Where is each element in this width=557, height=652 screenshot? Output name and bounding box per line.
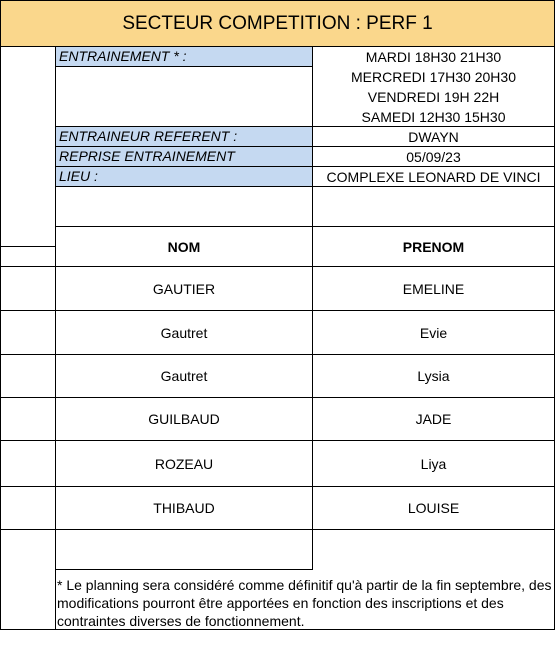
- grid-line: [55, 47, 56, 630]
- grid-line: [0, 486, 555, 487]
- lieu-value: COMPLEXE LEONARD DE VINCI: [326, 169, 541, 185]
- schedule-friday: VENDREDI 19H 22H: [367, 89, 500, 105]
- grid-line: [554, 47, 555, 630]
- grid-line: [0, 246, 56, 247]
- reprise-value: 05/09/23: [406, 149, 461, 165]
- grid-line: [56, 226, 555, 227]
- grid-line: [0, 47, 1, 630]
- row-5-nom: ROZEAU: [154, 455, 214, 472]
- row-5-prenom: Liya: [420, 455, 447, 472]
- reprise-label: REPRISE ENTRAINEMENT: [56, 147, 312, 166]
- entraineur-label: ENTRAINEUR REFERENT :: [56, 127, 312, 146]
- schedule-saturday: SAMEDI 12H30 15H30: [361, 109, 506, 125]
- row-2-prenom: Evie: [419, 324, 448, 341]
- entrainement-label: ENTRAINEMENT * :: [56, 47, 312, 66]
- grid-line: [56, 146, 555, 147]
- row-4-prenom: JADE: [415, 411, 452, 427]
- grid-line: [0, 354, 555, 355]
- row-6-nom: THIBAUD: [153, 500, 215, 516]
- grid-line: [0, 266, 555, 267]
- lieu-label: LIEU :: [56, 167, 312, 186]
- grid-line: [0, 629, 555, 630]
- grid-line: [0, 397, 555, 398]
- entraineur-value: DWAYN: [408, 129, 459, 145]
- row-3-nom: Gautret: [160, 368, 208, 384]
- row-4-nom: GUILBAUD: [148, 411, 220, 427]
- schedule-tuesday: MARDI 18H30 21H30: [365, 49, 502, 65]
- row-1-prenom: EMELINE: [402, 280, 465, 297]
- grid-line: [56, 569, 313, 570]
- grid-line: [56, 126, 555, 127]
- row-1-nom: GAUTIER: [152, 280, 216, 297]
- grid-line: [0, 310, 555, 311]
- grid-line: [0, 440, 555, 441]
- header-prenom: PRENOM: [402, 238, 465, 255]
- grid-line: [56, 166, 555, 167]
- grid-line: [0, 529, 555, 530]
- header-nom: NOM: [167, 238, 201, 255]
- row-3-prenom: Lysia: [417, 368, 450, 384]
- footnote: * Le planning sera considéré comme définitif qu'à partir de la fin septembre, des modifications pourront être apportées en fonction des inscriptions et des contraintes diverses de fonctionnement.: [57, 577, 552, 629]
- row-2-nom: Gautret: [160, 324, 208, 341]
- row-6-prenom: LOUISE: [407, 500, 460, 516]
- grid-line: [56, 66, 312, 67]
- page-title: SECTEUR COMPETITION : PERF 1: [0, 0, 555, 47]
- grid-line: [56, 186, 555, 187]
- schedule-wednesday: MERCREDI 17H30 20H30: [351, 69, 516, 85]
